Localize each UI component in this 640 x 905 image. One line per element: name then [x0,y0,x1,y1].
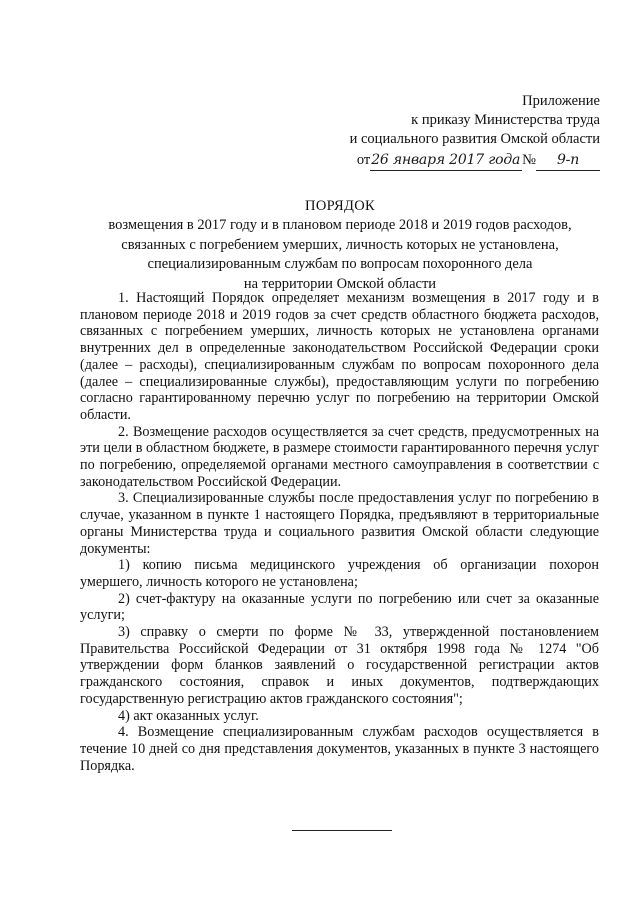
title-line: на территории Омской области [243,275,437,292]
appendix-block [350,92,600,171]
handwritten-number: 9-п [536,151,600,171]
paragraph-3-item-1: 1) копию письма медицинского учреждения об организации похорон умершего, личность которого не установлена; [80,557,599,590]
title-line: связанных с погребением умерших, личность которых не установлена, [121,236,559,253]
paragraph-1: 1. Настоящий Порядок определяет механизм возмещения в 2017 году и в плановом периоде 2018 и 2019 годов за счет средств областного бюджета расходов, связанных с погребением умерших, личность которых не установлена органами внутренних дел в определенные законодательством Российской Федерации сроки (далее – расходы), специализированным службам по вопросам похоронного дела (далее – специализированные службы), предоставляющим услуги по погребению согласно гарантированному перечню услуг по погребению на территории Омской области. [80,290,599,423]
appendix-ministry: и социального развития Омской области [349,131,600,147]
appendix-order-ref: к приказу Министерства труда [411,112,600,128]
paragraph-3-item-2: 2) счет-фактуру на оказанные услуги по погребению или счет за оказанные услуги; [80,590,599,624]
paragraph-2: 2. Возмещение расходов осуществляется за счет средств, предусмотренных на эти цели в областном бюджете, в размере стоимости гарантированного перечня услуг по погребению, определяемой органами местного самоуправления в соответствии с законодательством Российской Федерации. [80,423,599,490]
document-body [80,290,599,774]
end-divider [292,830,392,831]
paragraph-3: 3. Специализированные службы после предоставления услуг по погребению в случае, указанном в пункте 1 настоящего Порядка, предъявляют в территориальные органы Министерства труда и социального развития Омской области следующие документы: [80,490,599,557]
title-line: возмещения в 2017 году и в плановом периоде 2018 и 2019 годов расходов, [108,217,572,234]
title-line: специализированным службам по вопросам похоронного дела [147,256,533,273]
handwritten-date: 26 января 2017 года [370,151,522,171]
date-prefix: от [356,152,371,168]
appendix-label: Приложение [522,93,600,109]
appendix-date-line [350,151,600,171]
paragraph-3-item-3: 3) справку о смерти по форме № 33, утвержденной постановлением Правительства Российской Федерации от 31 октября 1998 года № 1274 "Об утверждении форм бланков заявлений о государственной регистрации актов гражданского состояния, справок и иных документов, подтверждающих государственную регистрацию актов гражданского состояния"; [80,624,599,707]
document-title [80,197,600,294]
number-prefix: № [522,152,536,168]
paragraph-3-item-4: 4) акт оказанных услуг. [118,707,259,724]
paragraph-4: 4. Возмещение специализированным службам расходов осуществляется в течение 10 дней со дня представления документов, указанных в пункте 3 настоящего Порядка. [80,724,599,774]
title-heading: ПОРЯДОК [305,198,375,214]
